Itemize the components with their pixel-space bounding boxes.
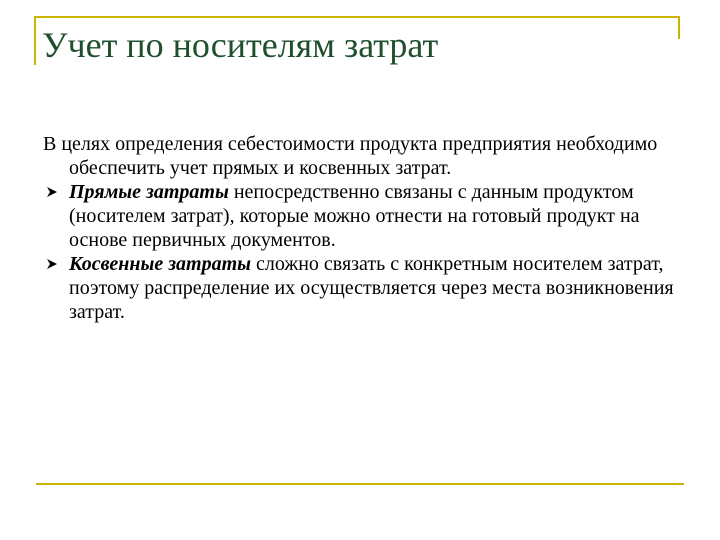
- bullet-text: непосредственно связаны с данным продуктом (носителем затрат), которые можно отнести на готовый продукт на основе первичных документов.: [69, 181, 640, 251]
- bullet-term: Косвенные затраты: [69, 253, 252, 275]
- left-border-line: [34, 16, 36, 65]
- bottom-border-line: [36, 483, 684, 485]
- slide-body: [43, 132, 683, 324]
- bullet-term: Прямые затраты: [69, 181, 229, 203]
- bullet-text: сложно связать с конкретным носителем затрат, поэтому распределение их осуществляется через места возникновения затрат.: [69, 253, 674, 323]
- slide-title: Учет по носителям затрат: [42, 25, 439, 65]
- right-border-line: [678, 16, 680, 39]
- arrow-bullet-icon: [46, 186, 58, 198]
- intro-paragraph: В целях определения себестоимости продукта предприятия необходимо обеспечить учет прямых и косвенных затрат.: [43, 133, 658, 179]
- bullet-item-indirect-costs: [43, 252, 683, 324]
- arrow-bullet-icon: [46, 258, 58, 270]
- top-border-line: [34, 16, 680, 18]
- bullet-item-direct-costs: [43, 180, 683, 252]
